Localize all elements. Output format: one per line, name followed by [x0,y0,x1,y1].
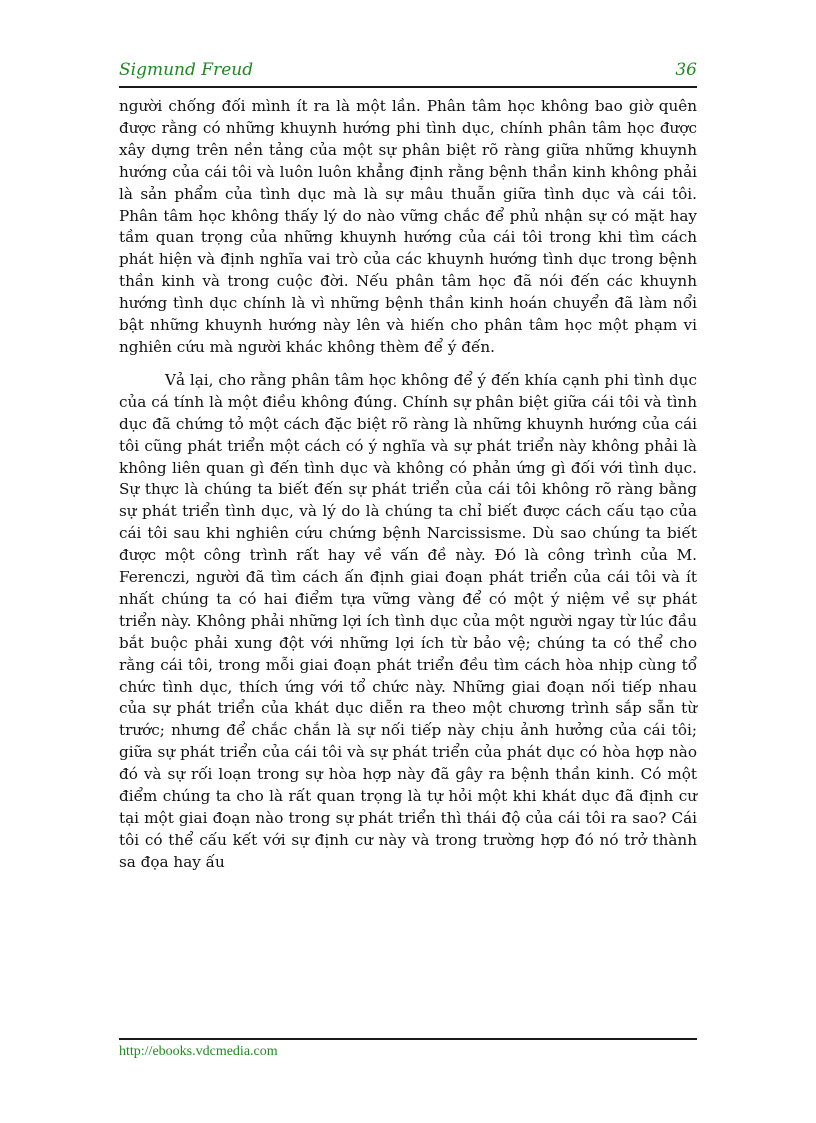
paragraph: người chống đối mình ít ra là một lần. Phân tâm học không bao giờ quên được rằng có những khuynh hướng phi tình dục, chính phân tâm học được xây dựng trên nền tảng của một sự phân biệt rõ ràng giữa những khuynh hướng của cái tôi và luôn luôn khẳng định rằng bệnh thần kinh không phải là sản phẩm của tình dục mà là sự mâu thuẫn giữa tình dục và cái tôi. Phân tâm học không thấy lý do nào vững chắc để phủ nhận sự có mặt hay tầm quan trọng của những khuynh hướng của cái tôi trong khi tìm cách phát hiện và định nghĩa vai trò của các khuynh hướng tình dục trong bệnh thần kinh và trong cuộc đời. Nếu phân tâm học đã nói đến các khuynh hướng tình dục chính là vì những bệnh thần kinh hoán chuyển đã làm nổi bật những khuynh hướng này lên và hiến cho phân tâm học một phạm vi nghiên cứu mà người khác không thèm để ý đến. [119,97,697,356]
document-body [119,96,697,874]
footer-url-link[interactable]: http://ebooks.vdcmedia.com [119,1044,278,1059]
header-author: Sigmund Freud [119,60,254,80]
paragraph: Vả lại, cho rằng phân tâm học không để ý đến khía cạnh phi tình dục của cá tính là một điều không đúng. Chính sự phân biệt giữa cái tôi và tình dục đã chứng tỏ một cách đặc biệt rõ ràng là những khuynh hướng của cái tôi cũng phát triển một cách có ý nghĩa và sự phát triển này không phải là không liên quan gì đến tình dục và không có phản ứng gì đối với tình dục. Sự thực là chúng ta biết đến sự phát triển của cái tôi không rõ ràng bằng sự phát triển tình dục, và lý do là chúng ta chỉ biết được cách cấu tạo của cái tôi sau khi nghiên cứu chứng bệnh Narcissisme. Dù sao chúng ta biết được một công trình rất hay về vấn đề này. Đó là công trình của M. Ferenczi, người đã tìm cách ấn định giai đoạn phát triển của cái tôi và ít nhất chúng ta có hai điểm tựa vững vàng để có một ý niệm về sự phát triển này. Không phải những lợi ích tình dục của một người ngay từ lúc đầu bắt buộc phải xung đột với những lợi ích từ bảo vệ; chúng ta có thể cho rằng cái tôi, trong mỗi giai đoạn phát triển đều tìm cách hòa nhịp cùng tổ chức tình dục, thích ứng với tổ chức này. Những giai đoạn nối tiếp nhau của sự phát triển của khát dục diễn ra theo một chương trình sắp sẵn từ trước; nhưng để chắc chắn là sự nối tiếp này chịu ảnh hưởng của cái tôi; giữa sự phát triển của cái tôi và sự phát triển của phát dục có hòa hợp nào đó và sự rối loạn trong sự hòa hợp này đã gây ra bệnh thần kinh. Có một điểm chúng ta cho là rất quan trọng là tự hỏi một khi khát dục đã định cư tại một giai đoạn nào trong sự phát triển thì thái độ của cái tôi ra sao? Cái tôi có thể cấu kết với sự định cư này và trong trường hợp đó nó trở thành sa đọa hay ấu [119,370,697,871]
page-number: 36 [675,60,697,80]
footer-divider [119,1038,697,1040]
page-header [119,60,697,88]
